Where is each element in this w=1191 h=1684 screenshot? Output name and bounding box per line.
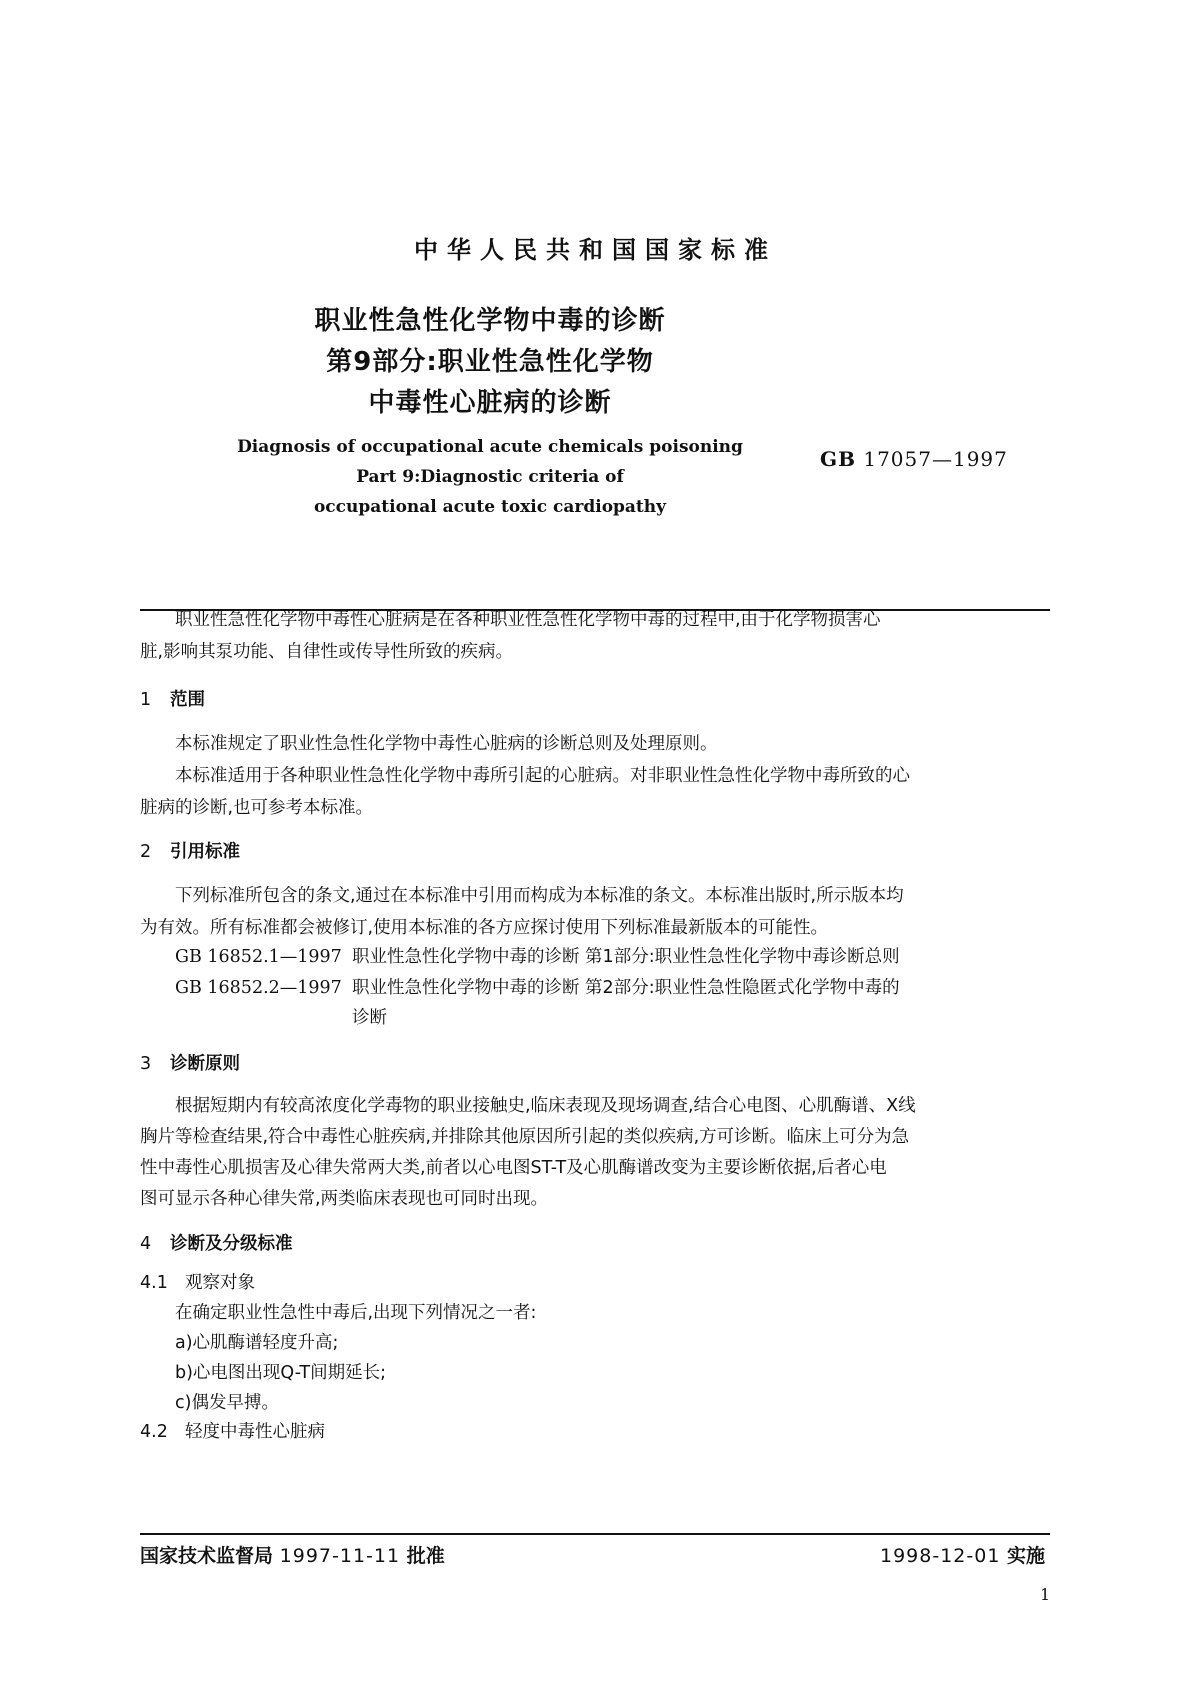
list-item: c)偶发早搏。 xyxy=(175,1393,279,1413)
section-4-heading xyxy=(140,1230,293,1255)
s4-1-lead: 在确定职业性急性中毒后,出现下列情况之一者: xyxy=(175,1303,537,1323)
standard-code: 17057—1997 xyxy=(863,447,1008,471)
approval-date: 1997-11-11 xyxy=(279,1545,401,1567)
reference-title: 职业性急性化学物中毒的诊断 第2部分:职业性急性隐匿式化学物中毒的 xyxy=(352,978,900,998)
section-title: 范围 xyxy=(170,690,205,710)
s2-para-line-1: 下列标准所包含的条文,通过在本标准中引用而构成为本标准的条文。本标准出版时,所示版本均 xyxy=(175,886,904,906)
issuer: 国家技术监督局 xyxy=(140,1545,274,1567)
s2-para-line-2: 为有效。所有标准都会被修订,使用本标准的各方应探讨使用下列标准最新版本的可能性。 xyxy=(140,918,829,938)
page-number: 1 xyxy=(1040,1585,1051,1604)
reference-title-continued: 诊断 xyxy=(352,1008,387,1028)
implementation-label: 实施 xyxy=(1007,1545,1046,1567)
subsection-4-2-heading xyxy=(140,1420,325,1444)
subsection-title: 轻度中毒性心脏病 xyxy=(185,1422,325,1442)
list-item: a)心肌酶谱轻度升高; xyxy=(175,1333,339,1353)
subsection-4-1-heading xyxy=(140,1271,255,1295)
footer-divider xyxy=(140,1533,1050,1535)
cn-title-line-3: 中毒性心脏病的诊断 xyxy=(368,388,612,418)
en-title-line-2: Part 9:Diagnostic criteria of xyxy=(356,467,624,487)
cn-title-line-1: 职业性急性化学物中毒的诊断 xyxy=(314,306,666,336)
list-item: b)心电图出现Q-T间期延长; xyxy=(175,1363,386,1383)
reference-code: GB 16852.2—1997 xyxy=(175,978,342,998)
approval-label: 批准 xyxy=(406,1545,445,1567)
standard-prefix: GB xyxy=(820,447,856,471)
section-3-heading xyxy=(140,1050,240,1075)
s1-para2-line-2: 脏病的诊断,也可参考本标准。 xyxy=(140,798,374,818)
implementation-date: 1998-12-01 xyxy=(880,1545,1001,1567)
section-number: 3 xyxy=(140,1054,152,1074)
intro-line-1: 职业性急性化学物中毒性心脏病是在各种职业性急性化学物中毒的过程中,由于化学物损害心 xyxy=(175,610,881,630)
section-number: 1 xyxy=(140,690,152,710)
cn-title-line-2: 第9部分:职业性急性化学物 xyxy=(326,347,654,377)
section-title: 诊断及分级标准 xyxy=(170,1234,293,1254)
section-1-heading xyxy=(140,686,205,711)
reference-code: GB 16852.1—1997 xyxy=(175,947,342,967)
section-title: 诊断原则 xyxy=(170,1054,240,1074)
section-number: 4 xyxy=(140,1234,152,1254)
reference-title: 职业性急性化学物中毒的诊断 第1部分:职业性急性化学物中毒诊断总则 xyxy=(352,947,900,967)
subsection-number: 4.1 xyxy=(140,1273,168,1293)
s3-para-line-4: 图可显示各种心律失常,两类临床表现也可同时出现。 xyxy=(140,1189,549,1209)
subsection-title: 观察对象 xyxy=(185,1273,255,1293)
s1-para2-line-1: 本标准适用于各种职业性急性化学物中毒所引起的心脏病。对非职业性急性化学物中毒所致的心 xyxy=(175,766,910,786)
subsection-number: 4.2 xyxy=(140,1422,168,1442)
en-title-line-3: occupational acute toxic cardiopathy xyxy=(313,497,667,517)
section-2-heading xyxy=(140,838,240,863)
intro-line-2: 脏,影响其泵功能、自律性或传导性所致的疾病。 xyxy=(140,642,514,662)
country-standard-heading: 中华人民共和国国家标准 xyxy=(414,236,777,264)
section-title: 引用标准 xyxy=(170,842,240,862)
standard-number xyxy=(820,447,1008,471)
s3-para-line-1: 根据短期内有较高浓度化学毒物的职业接触史,临床表现及现场调查,结合心电图、心肌酶谱、X线 xyxy=(175,1096,916,1116)
implementation-line xyxy=(880,1541,1045,1568)
approval-line xyxy=(140,1541,445,1568)
s3-para-line-3: 性中毒性心肌损害及心律失常两大类,前者以心电图ST-T及心肌酶谱改变为主要诊断依据,后者心电 xyxy=(140,1158,887,1178)
section-number: 2 xyxy=(140,842,152,862)
en-title-line-1: Diagnosis of occupational acute chemicals poisoning xyxy=(237,437,743,457)
s3-para-line-2: 胸片等检查结果,符合中毒性心脏疾病,并排除其他原因所引起的类似疾病,方可诊断。临床上可分为急 xyxy=(140,1127,910,1147)
s1-para1: 本标准规定了职业性急性化学物中毒性心脏病的诊断总则及处理原则。 xyxy=(175,734,718,754)
